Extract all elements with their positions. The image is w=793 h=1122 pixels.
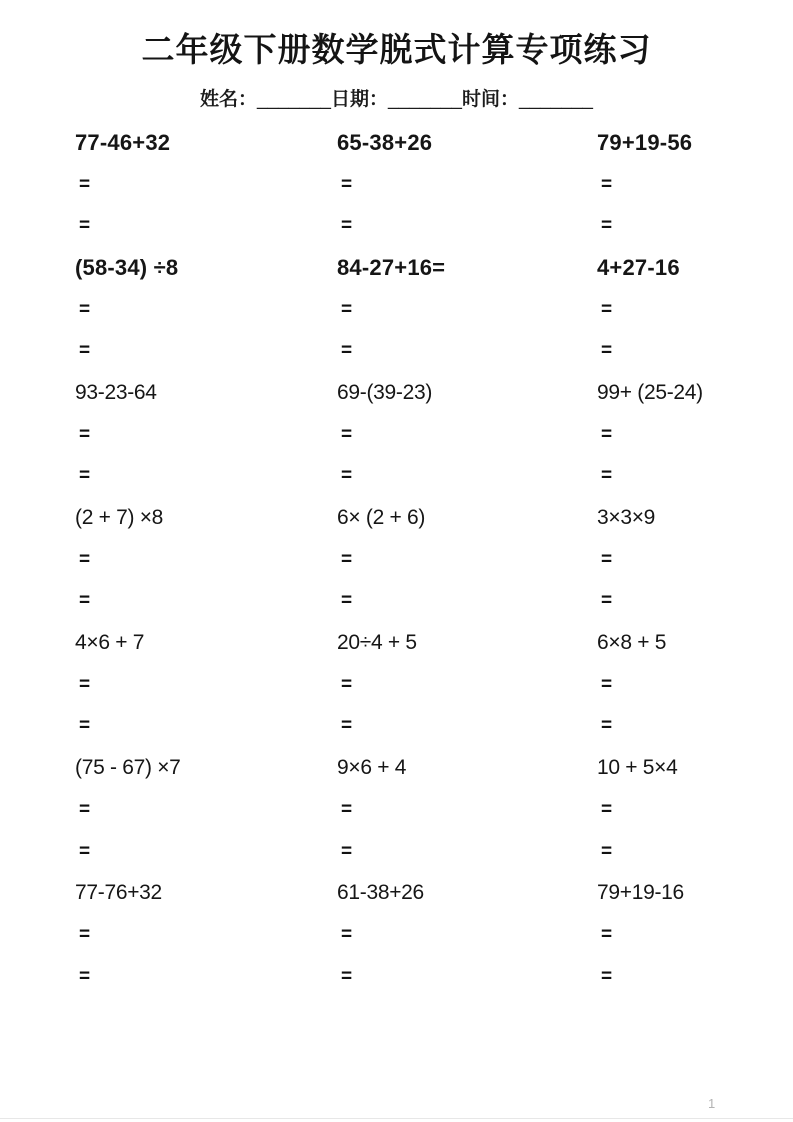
equals-line: = (341, 798, 353, 820)
problem-expression: 93-23-64 (75, 380, 157, 404)
equals-line: = (79, 840, 91, 862)
equals-line: = (341, 215, 353, 237)
problem-expression: 9×6 + 4 (337, 756, 407, 780)
problem-expression: (2 + 7) ×8 (75, 506, 164, 530)
problem-expression: 69-(39-23) (337, 380, 433, 404)
equals-line: = (341, 423, 353, 445)
page-bottom-edge (0, 1118, 793, 1119)
problem-cell (597, 747, 793, 872)
equals-line: = (341, 590, 353, 612)
equals-line: = (341, 923, 353, 945)
problem-cell (75, 247, 337, 372)
equals-line: = (341, 965, 353, 987)
problem-expression: 79+19-56 (597, 129, 693, 155)
problem-cell (75, 622, 337, 747)
name-label: 姓名： (200, 89, 258, 110)
equals-line: = (79, 465, 91, 487)
problem-expression: 4+27-16 (597, 254, 680, 280)
problem-expression: 77-76+32 (75, 881, 162, 905)
equals-line: = (601, 673, 613, 695)
equals-line: = (601, 215, 613, 237)
equals-line: = (79, 340, 91, 362)
date-label: 日期： (331, 89, 389, 110)
equals-line: = (341, 715, 353, 737)
equals-line: = (601, 923, 613, 945)
problem-cell (597, 622, 793, 747)
problem-expression: 61-38+26 (337, 881, 424, 905)
page-title: 二年级下册数学脱式计算专项练习 (141, 31, 652, 68)
equals-line: = (79, 715, 91, 737)
equals-line: = (601, 340, 613, 362)
problem-cell (337, 497, 597, 622)
problems-grid (0, 122, 793, 997)
time-blank: _______ (519, 89, 593, 110)
problem-expression: 6× (2 + 6) (337, 506, 426, 530)
problem-cell (597, 247, 793, 372)
student-info-line (0, 84, 793, 111)
equals-line: = (601, 590, 613, 612)
equals-line: = (601, 715, 613, 737)
time-label: 时间： (461, 89, 519, 110)
problem-cell (75, 497, 337, 622)
problem-cell (597, 372, 793, 497)
equals-line: = (601, 798, 613, 820)
equals-line: = (341, 340, 353, 362)
problem-cell (75, 872, 337, 997)
equals-line: = (79, 423, 91, 445)
problem-expression: 4×6 + 7 (75, 631, 145, 655)
equals-line: = (79, 173, 91, 195)
equals-line: = (601, 298, 613, 320)
equals-line: = (341, 173, 353, 195)
equals-line: = (79, 965, 91, 987)
equals-line: = (341, 298, 353, 320)
equals-line: = (79, 923, 91, 945)
equals-line: = (341, 840, 353, 862)
problem-expression: 3×3×9 (597, 506, 656, 530)
equals-line: = (601, 840, 613, 862)
problem-cell (337, 122, 597, 247)
problem-cell (337, 372, 597, 497)
problem-cell (75, 372, 337, 497)
problem-cell (337, 872, 597, 997)
problem-expression: 65-38+26 (337, 129, 433, 155)
problem-expression: 99+ (25-24) (597, 380, 703, 404)
date-blank: _______ (388, 89, 462, 110)
problem-cell (75, 122, 337, 247)
problem-cell (337, 622, 597, 747)
problem-expression: 6×8 + 5 (597, 631, 667, 655)
equals-line: = (341, 548, 353, 570)
equals-line: = (601, 173, 613, 195)
equals-line: = (341, 673, 353, 695)
problem-cell (597, 122, 793, 247)
problem-expression: (75 - 67) ×7 (75, 756, 181, 780)
problem-expression: 10 + 5×4 (597, 756, 678, 780)
problem-expression: (58-34) ÷8 (75, 254, 179, 280)
equals-line: = (79, 673, 91, 695)
problem-expression: 20÷4 + 5 (337, 631, 417, 655)
problem-cell (597, 497, 793, 622)
equals-line: = (79, 215, 91, 237)
problem-cell (337, 747, 597, 872)
equals-line: = (79, 298, 91, 320)
page-number: 1 (708, 1096, 716, 1111)
equals-line: = (601, 423, 613, 445)
problem-expression: 84-27+16= (337, 254, 446, 280)
equals-line: = (79, 798, 91, 820)
equals-line: = (79, 590, 91, 612)
equals-line: = (341, 465, 353, 487)
equals-line: = (601, 548, 613, 570)
problem-cell (75, 747, 337, 872)
equals-line: = (601, 965, 613, 987)
problem-expression: 77-46+32 (75, 129, 171, 155)
problem-cell (337, 247, 597, 372)
problem-cell (597, 872, 793, 997)
equals-line: = (601, 465, 613, 487)
name-blank: _______ (257, 89, 331, 110)
equals-line: = (79, 548, 91, 570)
problem-expression: 79+19-16 (597, 881, 684, 905)
